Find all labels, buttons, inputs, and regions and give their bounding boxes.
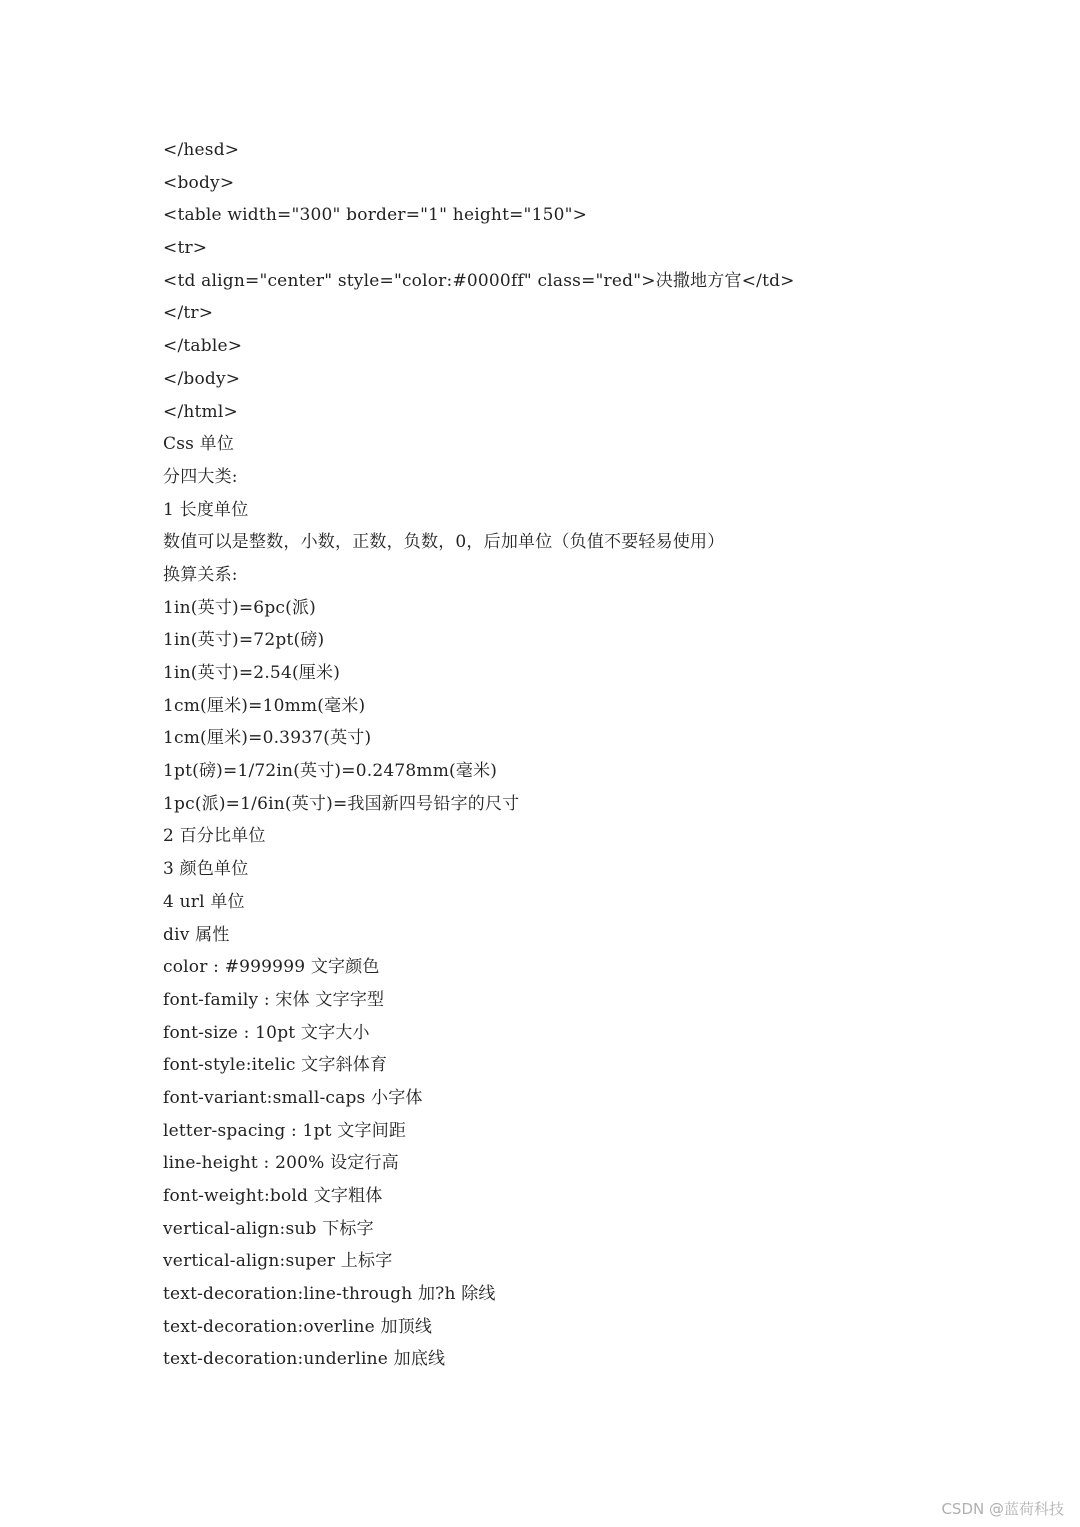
document-line: font-size : 10pt 文字大小 (163, 1022, 370, 1043)
document-line: font-variant:small-caps 小字体 (163, 1087, 423, 1108)
document-line: text-decoration:line-through 加?h 除线 (163, 1284, 496, 1305)
document-line: 1 长度单位 (163, 499, 249, 520)
document-line: </html> (163, 401, 238, 422)
document-line: 1pt(磅)=1/72in(英寸)=0.2478mm(毫米) (163, 761, 498, 782)
document-line: color : #999999 文字颜色 (163, 957, 380, 978)
document-line: div 属性 (163, 924, 230, 945)
document-line: 数值可以是整数，小数，正数，负数，0，后加单位（负值不要轻易使用） (163, 532, 725, 553)
document-line: <table width="300" border="1" height="150"> (163, 205, 588, 226)
document-body (163, 134, 1023, 1376)
document-line: font-weight:bold 文字粗体 (163, 1186, 383, 1206)
document-line: 1in(英寸)=72pt(磅) (163, 630, 325, 651)
document-line: </hesd> (163, 140, 240, 160)
document-line: Css 单位 (163, 434, 235, 455)
document-line: text-decoration:underline 加底线 (163, 1349, 446, 1370)
document-line: line-height : 200% 设定行高 (163, 1153, 399, 1174)
document-line: 1cm(厘米)=0.3937(英寸) (163, 728, 372, 749)
document-line: <td align="center" style="color:#0000ff" class="red">决撒地方官</td> (163, 270, 795, 291)
document-line: 3 颜色单位 (163, 859, 249, 880)
document-line: 换算关系: (163, 564, 238, 585)
document-line: 1in(英寸)=6pc(派) (163, 597, 316, 618)
document-line: </table> (163, 336, 243, 357)
document-line: </tr> (163, 303, 214, 324)
document-line: vertical-align:super 上标字 (163, 1251, 393, 1272)
document-line: font-style:itelic 文字斜体育 (163, 1055, 388, 1076)
document-line: 1in(英寸)=2.54(厘米) (163, 663, 341, 683)
document-line: 2 百分比单位 (163, 826, 266, 847)
document-line: 4 url 单位 (163, 891, 245, 912)
document-line: 1pc(派)=1/6in(英寸)=我国新四号铅字的尺寸 (163, 793, 520, 814)
document-line: font-family : 宋体 文字字型 (163, 989, 385, 1010)
csdn-watermark: CSDN @蓝荷科技 (941, 1500, 1064, 1518)
document-line: vertical-align:sub 下标字 (163, 1218, 374, 1239)
document-line: text-decoration:overline 加顶线 (163, 1316, 433, 1337)
document-line: <body> (163, 172, 235, 193)
document-line: 1cm(厘米)=10mm(毫米) (163, 695, 366, 716)
document-line: letter-spacing : 1pt 文字间距 (163, 1120, 407, 1141)
document-line: </body> (163, 368, 241, 389)
document-line: 分四大类: (163, 466, 238, 487)
document-line: <tr> (163, 238, 208, 259)
